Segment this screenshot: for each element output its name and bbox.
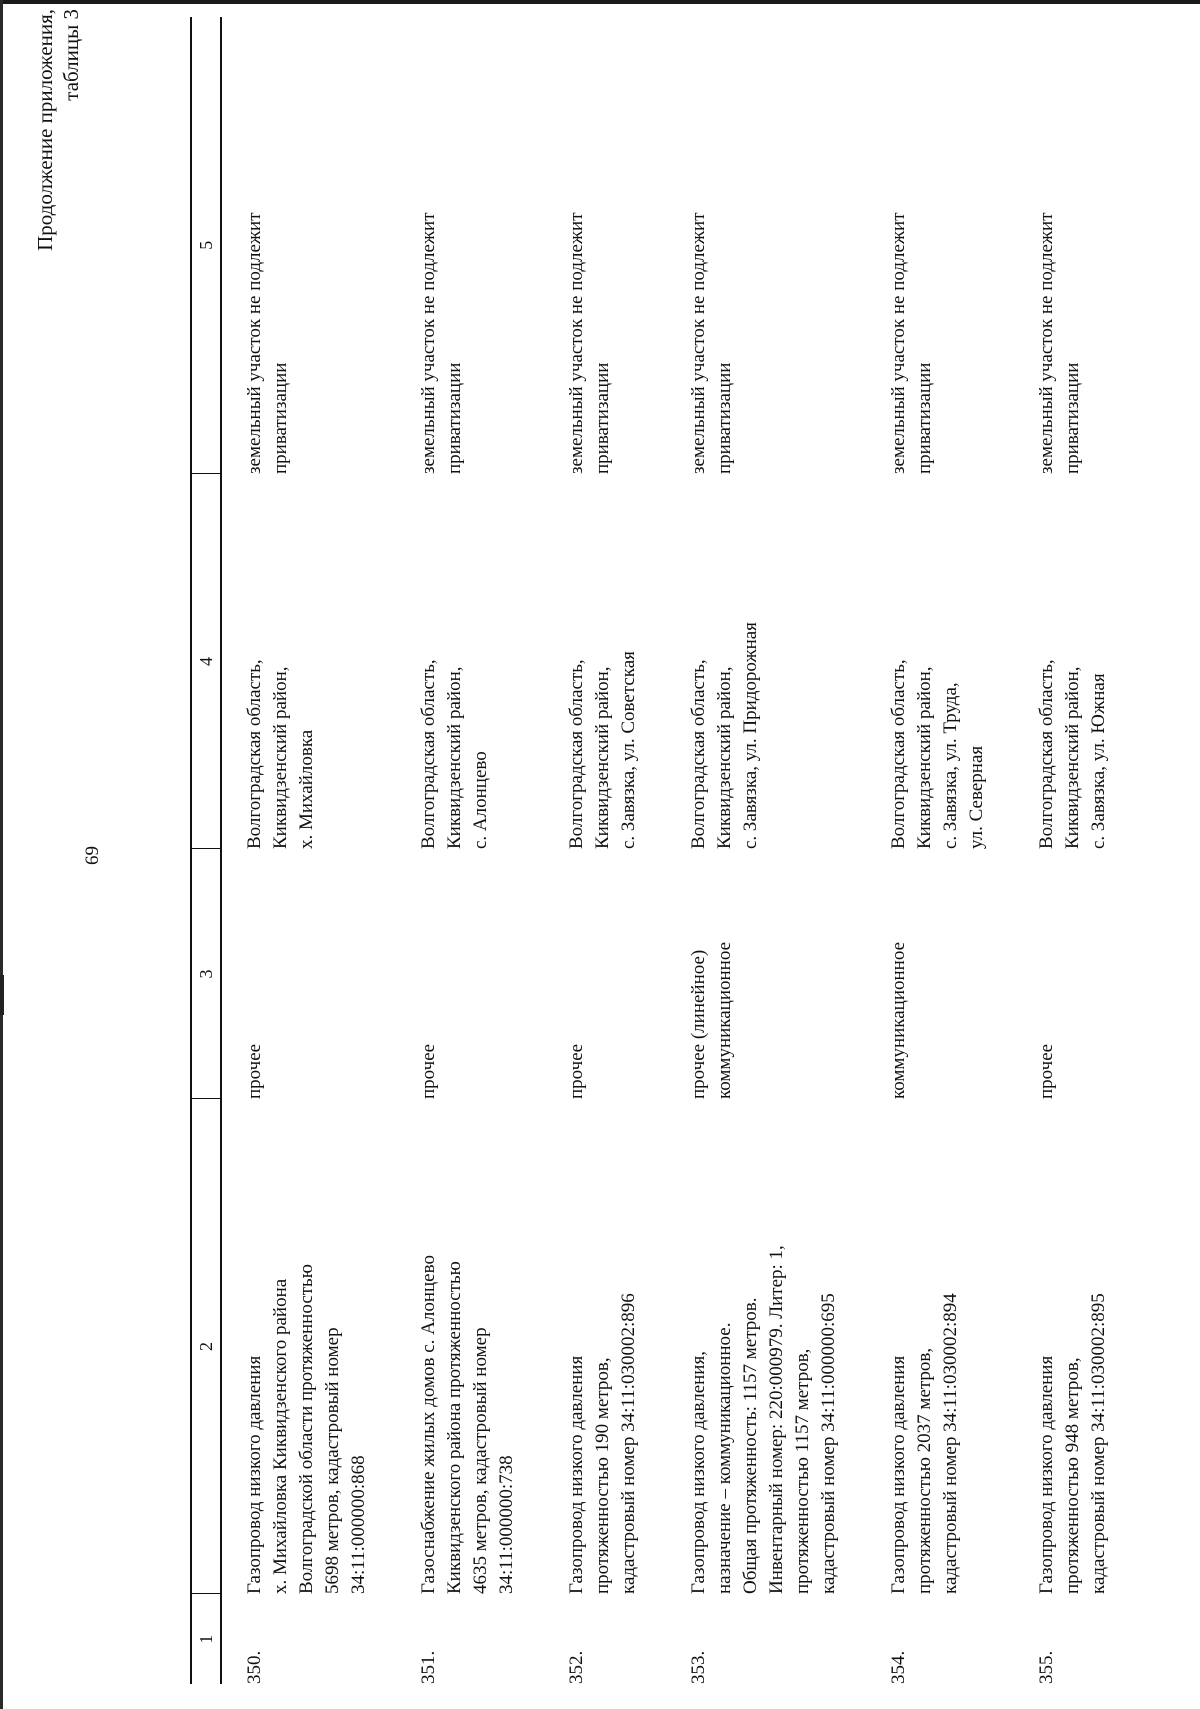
object-type-cell xyxy=(1014,849,1136,1099)
property-table xyxy=(190,17,1136,1684)
object-name-line: кадастровый номер 34:11:030002:894 xyxy=(940,1293,961,1594)
object-name-line: Волгоградской области протяженностью xyxy=(296,1264,317,1594)
note-cell xyxy=(396,17,544,474)
object-name-line: протяженностью 190 метров, xyxy=(592,1357,613,1594)
address-line: Волгоградская область, xyxy=(244,659,265,849)
address-cell xyxy=(866,474,1014,849)
object-name-line: 34:11:000000:738 xyxy=(496,1455,517,1594)
continuation-note xyxy=(32,9,84,329)
address-line: Волгоградская область, xyxy=(688,659,709,849)
object-name-line: протяженностью 2037 метров, xyxy=(914,1347,935,1594)
header-col-1: 1 xyxy=(191,1594,221,1684)
table-row xyxy=(666,17,866,1684)
table-header xyxy=(191,17,221,1684)
address-line: Волгоградская область, xyxy=(888,659,909,849)
address-cell xyxy=(221,474,396,849)
address-line: Волгоградская область, xyxy=(566,659,587,849)
address-line: с. Завязка, ул. Южная xyxy=(1088,673,1109,849)
object-name-line: Газопровод низкого давления xyxy=(1036,1355,1057,1594)
address-line: Волгоградская область, xyxy=(418,659,439,849)
page-number: 69 xyxy=(82,846,103,865)
row-number: 351. xyxy=(418,1650,439,1684)
object-type-cell xyxy=(866,849,1014,1099)
note-line: приватизации xyxy=(270,362,291,474)
object-name-line: Инвентарный номер: 220:000979. Литер: 1, xyxy=(766,1245,787,1594)
object-name-line: назначение – коммуникационное. xyxy=(714,1322,735,1594)
address-line: х. Михайловка xyxy=(296,729,317,849)
table-body xyxy=(221,17,1136,1684)
header-col-4: 4 xyxy=(191,474,221,849)
address-line: Киквидзенский район, xyxy=(270,666,291,849)
note-line: приватизации xyxy=(444,362,465,474)
object-name-line: Газоснабжение жилых домов с. Алонцево xyxy=(418,1255,439,1594)
note-line: земельный участок не подлежит xyxy=(566,212,587,474)
address-line: с. Завязка, ул. Придорожная xyxy=(740,622,761,849)
object-type-cell xyxy=(544,849,666,1099)
note-line: приватизации xyxy=(1062,362,1083,474)
object-type-line: прочее xyxy=(1036,1043,1057,1099)
object-name-line: 34:11:000000:868 xyxy=(348,1455,369,1594)
object-name-line: кадастровый номер 34:11:030002:895 xyxy=(1088,1293,1109,1594)
row-number: 352. xyxy=(566,1650,587,1684)
object-type-line: прочее xyxy=(418,1043,439,1099)
object-name-cell xyxy=(866,1099,1014,1594)
object-name-line: кадастровый номер 34:11:030002:896 xyxy=(618,1293,639,1594)
note-cell xyxy=(1014,17,1136,474)
address-line: ул. Северная xyxy=(966,745,987,849)
address-line: с. Алонцево xyxy=(470,751,491,849)
row-number: 353. xyxy=(688,1650,709,1684)
note-line: приватизации xyxy=(714,362,735,474)
header-row xyxy=(191,17,221,1684)
address-line: с. Завязка, ул. Труда, xyxy=(940,682,961,849)
object-type-cell xyxy=(666,849,866,1099)
header-col-2: 2 xyxy=(191,1099,221,1594)
note-cell xyxy=(666,17,866,474)
header-col-3: 3 xyxy=(191,849,221,1099)
object-name-line: Газопровод низкого давления xyxy=(244,1355,265,1594)
table-row xyxy=(396,17,544,1684)
object-name-line: кадастровый номер 34:11:000000:695 xyxy=(818,1293,839,1594)
note-line: приватизации xyxy=(914,362,935,474)
object-name-line: 4635 метров, кадастровый номер xyxy=(470,1327,491,1594)
object-name-line: Газопровод низкого давления, xyxy=(688,1351,709,1594)
address-line: Киквидзенский район, xyxy=(714,666,735,849)
object-type-line: коммуникационное xyxy=(888,941,909,1099)
address-line: Киквидзенский район, xyxy=(592,666,613,849)
note-line: земельный участок не подлежит xyxy=(244,212,265,474)
address-cell xyxy=(396,474,544,849)
object-name-line: х. Михайловка Киквидзенского района xyxy=(270,1278,291,1594)
note-cell xyxy=(221,17,396,474)
table-row xyxy=(1014,17,1136,1684)
note-line: земельный участок не подлежит xyxy=(418,212,439,474)
object-name-cell xyxy=(1014,1099,1136,1594)
address-line: с. Завязка, ул. Советская xyxy=(618,651,639,849)
header-col-5: 5 xyxy=(191,17,221,474)
table-row xyxy=(544,17,666,1684)
row-number: 354. xyxy=(888,1650,909,1684)
object-type-line: коммуникационное xyxy=(714,941,735,1099)
object-type-line: прочее xyxy=(244,1043,265,1099)
object-name-line: протяженностью 948 метров, xyxy=(1062,1357,1083,1594)
note-line: земельный участок не подлежит xyxy=(688,212,709,474)
object-type-line: прочее xyxy=(566,1043,587,1099)
address-cell xyxy=(1014,474,1136,849)
note-line: земельный участок не подлежит xyxy=(1036,212,1057,474)
object-name-cell xyxy=(666,1099,866,1594)
address-line: Киквидзенский район, xyxy=(1062,666,1083,849)
object-name-cell xyxy=(396,1099,544,1594)
row-number: 350. xyxy=(244,1650,265,1684)
object-type-cell xyxy=(221,849,396,1099)
object-name-line: Общая протяженность: 1157 метров. xyxy=(740,1297,761,1594)
table-row xyxy=(866,17,1014,1684)
continuation-note-line: таблицы 3 xyxy=(59,9,83,101)
object-name-line: 5698 метров, кадастровый номер xyxy=(322,1327,343,1594)
object-name-cell xyxy=(221,1099,396,1594)
address-line: Киквидзенский район, xyxy=(914,666,935,849)
continuation-note-line: Продолжение приложения, xyxy=(33,9,57,251)
address-cell xyxy=(544,474,666,849)
address-line: Волгоградская область, xyxy=(1036,659,1057,849)
object-name-line: Киквидзенского района протяженностью xyxy=(444,1261,465,1594)
address-cell xyxy=(666,474,866,849)
row-number: 355. xyxy=(1036,1650,1057,1684)
object-type-cell xyxy=(396,849,544,1099)
note-line: земельный участок не подлежит xyxy=(888,212,909,474)
object-name-cell xyxy=(544,1099,666,1594)
object-name-line: Газопровод низкого давления xyxy=(566,1355,587,1594)
note-cell xyxy=(866,17,1014,474)
object-name-line: Газопровод низкого давления xyxy=(888,1355,909,1594)
object-type-line: прочее (линейное) xyxy=(688,949,709,1099)
table-row xyxy=(221,17,396,1684)
object-name-line: протяженностью 1157 метров, xyxy=(792,1348,813,1594)
note-line: приватизации xyxy=(592,362,613,474)
note-cell xyxy=(544,17,666,474)
address-line: Киквидзенский район, xyxy=(444,666,465,849)
